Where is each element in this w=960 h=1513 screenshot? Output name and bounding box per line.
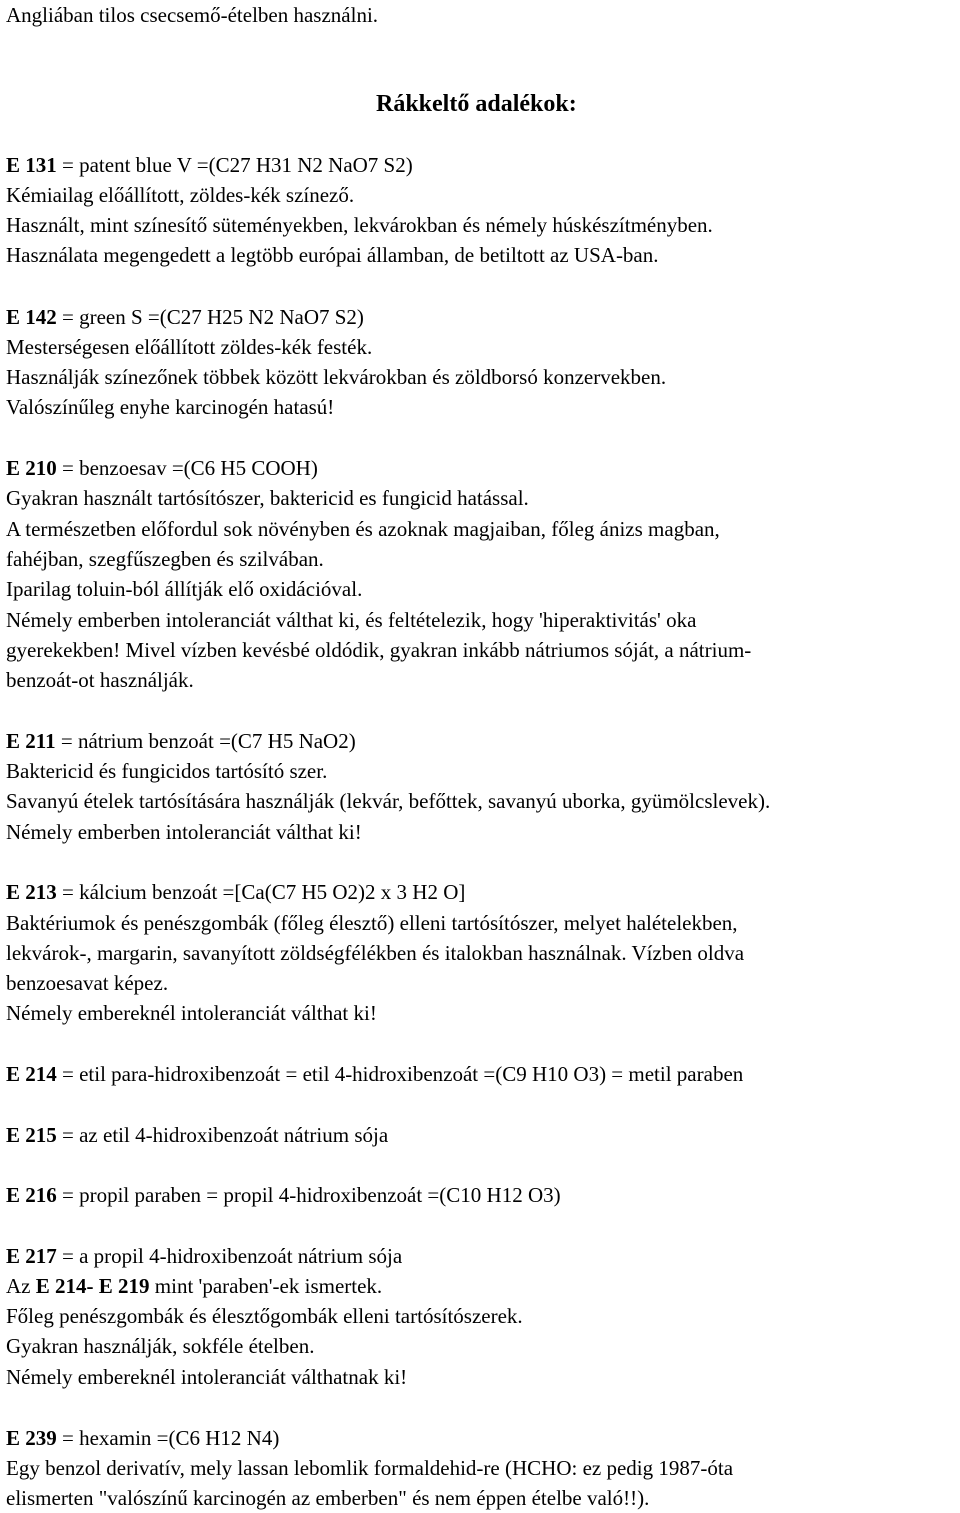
entry-header-text: = patent blue V =(C27 H31 N2 NaO7 S2): [56, 153, 413, 177]
entry-header-e214: [6, 1059, 743, 1089]
entry-header-e239: [6, 1423, 279, 1453]
entry-header-text: = propil paraben = propil 4-hidroxibenzoát =(C10 H12 O3): [56, 1183, 561, 1207]
intro-line: Angliában tilos csecsemő-ételben használni.: [6, 3, 379, 27]
entry-line: Kémiailag előállított, zöldes-kék színező.: [6, 183, 355, 207]
entry-header-e211: [6, 726, 356, 756]
entry-line: Gyakran használt tartósítószer, baktericid es fungicid hatással.: [6, 486, 529, 510]
entry-code: E 210: [6, 456, 57, 480]
entry-line: Valószínűleg enyhe karcinogén hatasú!: [6, 395, 335, 419]
note-prefix: Az: [6, 1274, 36, 1298]
entry-code: E 213: [6, 880, 57, 904]
entry-header-text: = a propil 4-hidroxibenzoát nátrium sója: [56, 1244, 403, 1268]
entry-line: Használt, mint színesítő süteményekben, lekvárokban és némely húskészítményben.: [6, 213, 713, 237]
entry-line: benzoesavat képez.: [6, 971, 169, 995]
entry-line: Mesterségesen előállított zöldes-kék festék.: [6, 335, 373, 359]
entry-line: gyerekekben! Mivel vízben kevésbé oldódik, gyakran inkább nátriumos sóját, a nátrium-: [6, 638, 752, 662]
entry-line: Némely embereknél intoleranciát válthat ki!: [6, 1001, 377, 1025]
entry-line: benzoát-ot használják.: [6, 668, 194, 692]
entry-code: E 217: [6, 1244, 57, 1268]
entry-line: fahéjban, szegfűszegben és szilvában.: [6, 547, 324, 571]
note-range-end: E 219: [98, 1274, 150, 1298]
section-title: Rákkeltő adalékok:: [376, 91, 577, 117]
entry-code: E 214: [6, 1062, 57, 1086]
entry-line: elismerten "valószínű karcinogén az emberben" és nem éppen ételbe való!!).: [6, 1486, 650, 1510]
entry-header-text: = etil para-hidroxibenzoát = etil 4-hidroxibenzoát =(C9 H10 O3) = metil paraben: [56, 1062, 744, 1086]
entry-line: Némely emberben intoleranciát válthat ki, és feltételezik, hogy 'hiperaktivitás' oka: [6, 608, 697, 632]
entry-line: Némely emberben intoleranciát válthat ki!: [6, 820, 362, 844]
entry-line: Használata megengedett a legtöbb európai államban, de betiltott az USA-ban.: [6, 243, 659, 267]
entry-header-text: = hexamin =(C6 H12 N4): [56, 1426, 280, 1450]
entry-header-e215: [6, 1120, 388, 1150]
entry-code: E 131: [6, 153, 57, 177]
entry-line: Baktériumok és penészgombák (főleg élesztő) elleni tartósítószer, melyet halételekben,: [6, 911, 738, 935]
entry-line: Savanyú ételek tartósítására használják (lekvár, befőttek, savanyú uborka, gyümölcslevek).: [6, 789, 771, 813]
entry-line: Főleg penészgombák és élesztőgombák elleni tartósítószerek.: [6, 1304, 523, 1328]
entry-header-e142: [6, 302, 364, 332]
entry-line: Gyakran használják, sokféle ételben.: [6, 1334, 315, 1358]
entry-header-e131: [6, 150, 413, 180]
paraben-note-line: [6, 1271, 382, 1301]
entry-header-e216: [6, 1180, 561, 1210]
note-suffix: mint 'paraben'-ek ismertek.: [149, 1274, 383, 1298]
entry-header-e210: [6, 453, 318, 483]
entry-header-text: = az etil 4-hidroxibenzoát nátrium sója: [56, 1123, 389, 1147]
entry-line: A természetben előfordul sok növényben és azoknak magjaiban, főleg ánizs magban,: [6, 517, 720, 541]
entry-code: E 142: [6, 305, 57, 329]
entry-line: lekvárok-, margarin, savanyított zöldségfélékben és italokban használnak. Vízben oldva: [6, 941, 745, 965]
entry-line: Némely embereknél intoleranciát válthatnak ki!: [6, 1365, 408, 1389]
entry-line: Iparilag toluin-ból állítják elő oxidációval.: [6, 577, 363, 601]
entry-code: E 211: [6, 729, 56, 753]
entry-header-text: = benzoesav =(C6 H5 COOH): [56, 456, 318, 480]
entry-line: Használják színezőnek többek között lekvárokban és zöldborsó konzervekben.: [6, 365, 667, 389]
entry-code: E 216: [6, 1183, 57, 1207]
entry-code: E 215: [6, 1123, 57, 1147]
entry-line: Baktericid és fungicidos tartósító szer.: [6, 759, 328, 783]
note-range-start: E 214: [35, 1274, 87, 1298]
entry-line: Egy benzol derivatív, mely lassan lebomlik formaldehid-re (HCHO: ez pedig 1987-óta: [6, 1456, 734, 1480]
entry-header-text: = green S =(C27 H25 N2 NaO7 S2): [56, 305, 364, 329]
entry-header-text: = kálcium benzoát =[Ca(C7 H5 O2)2 x 3 H2 O]: [56, 880, 466, 904]
entry-header-e213: [6, 877, 465, 907]
note-dash: -: [86, 1274, 99, 1298]
entry-header-text: = nátrium benzoát =(C7 H5 NaO2): [55, 729, 356, 753]
entry-header-e217: [6, 1241, 402, 1271]
entry-code: E 239: [6, 1426, 57, 1450]
